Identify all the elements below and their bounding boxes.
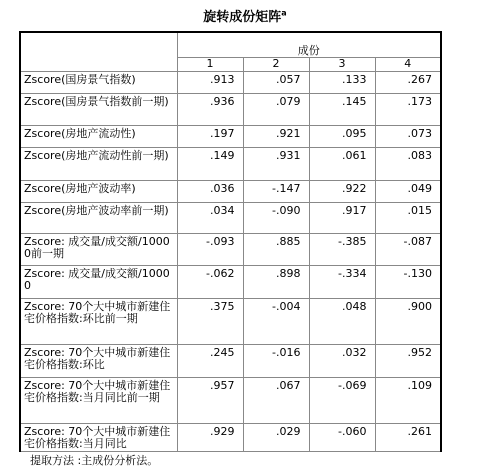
- table-row: [20, 266, 441, 299]
- table-row: [20, 424, 441, 452]
- value-cell: .173: [375, 94, 441, 126]
- value-cell: -.093: [177, 234, 243, 266]
- row-label: Zscore(房地产波动率): [20, 181, 177, 203]
- column-header: 4: [375, 58, 441, 72]
- value-cell: .061: [309, 148, 375, 181]
- table-row: [20, 203, 441, 234]
- value-cell: .083: [375, 148, 441, 181]
- value-cell: .922: [309, 181, 375, 203]
- value-cell: -.334: [309, 266, 375, 299]
- value-cell: .957: [177, 378, 243, 424]
- value-cell: -.062: [177, 266, 243, 299]
- value-cell: .149: [177, 148, 243, 181]
- table-row: [20, 234, 441, 266]
- title-footnote-marker: a: [281, 8, 287, 18]
- value-cell: .067: [243, 378, 309, 424]
- value-cell: -.060: [309, 424, 375, 452]
- value-cell: .133: [309, 72, 375, 94]
- footnote: 提取方法 :主成份分析法。: [30, 454, 159, 467]
- value-cell: .885: [243, 234, 309, 266]
- table-row: [20, 299, 441, 345]
- value-cell: .079: [243, 94, 309, 126]
- value-cell: -.069: [309, 378, 375, 424]
- table-row: [20, 72, 441, 94]
- value-cell: .900: [375, 299, 441, 345]
- value-cell: .936: [177, 94, 243, 126]
- row-label: Zscore: 70个大中城市新建住宅价格指数:当月同比前一期: [20, 378, 177, 424]
- row-label: Zscore(房地产波动率前一期): [20, 203, 177, 234]
- value-cell: .073: [375, 126, 441, 148]
- table-row: [20, 378, 441, 424]
- value-cell: .917: [309, 203, 375, 234]
- value-cell: -.130: [375, 266, 441, 299]
- value-cell: .913: [177, 72, 243, 94]
- column-header: 3: [309, 58, 375, 72]
- row-label: Zscore: 成交量/成交额/10000前一期: [20, 234, 177, 266]
- row-label: Zscore: 成交量/成交额/10000: [20, 266, 177, 299]
- table-title: 旋转成份矩阵$^a$: [203, 8, 287, 25]
- table-body: [20, 72, 441, 452]
- component-header: 成份: [177, 32, 441, 58]
- value-cell: .032: [309, 345, 375, 378]
- row-label: Zscore(国房景气指数前一期): [20, 94, 177, 126]
- value-cell: .095: [309, 126, 375, 148]
- value-cell: .929: [177, 424, 243, 452]
- table-row: [20, 126, 441, 148]
- row-label: Zscore(国房景气指数): [20, 72, 177, 94]
- value-cell: -.004: [243, 299, 309, 345]
- value-cell: .057: [243, 72, 309, 94]
- row-label: Zscore: 70个大中城市新建住宅价格指数:环比前一期: [20, 299, 177, 345]
- column-header: 2: [243, 58, 309, 72]
- value-cell: .267: [375, 72, 441, 94]
- value-cell: .197: [177, 126, 243, 148]
- value-cell: .375: [177, 299, 243, 345]
- value-cell: .034: [177, 203, 243, 234]
- value-cell: .048: [309, 299, 375, 345]
- value-cell: .029: [243, 424, 309, 452]
- rotated-component-matrix: [19, 31, 442, 452]
- table-row: [20, 148, 441, 181]
- value-cell: -.090: [243, 203, 309, 234]
- value-cell: .036: [177, 181, 243, 203]
- value-cell: .015: [375, 203, 441, 234]
- column-header: 1: [177, 58, 243, 72]
- row-label: Zscore: 70个大中城市新建住宅价格指数:当月同比: [20, 424, 177, 452]
- value-cell: .898: [243, 266, 309, 299]
- value-cell: .049: [375, 181, 441, 203]
- table-row: [20, 345, 441, 378]
- value-cell: -.087: [375, 234, 441, 266]
- corner-cell: [20, 32, 177, 72]
- value-cell: .921: [243, 126, 309, 148]
- value-cell: -.147: [243, 181, 309, 203]
- row-label: Zscore(房地产流动性前一期): [20, 148, 177, 181]
- table-row: [20, 94, 441, 126]
- value-cell: .145: [309, 94, 375, 126]
- table-row: [20, 181, 441, 203]
- value-cell: .952: [375, 345, 441, 378]
- value-cell: -.385: [309, 234, 375, 266]
- value-cell: .931: [243, 148, 309, 181]
- row-label: Zscore: 70个大中城市新建住宅价格指数:环比: [20, 345, 177, 378]
- value-cell: .261: [375, 424, 441, 452]
- value-cell: .245: [177, 345, 243, 378]
- value-cell: -.016: [243, 345, 309, 378]
- row-label: Zscore(房地产流动性): [20, 126, 177, 148]
- value-cell: .109: [375, 378, 441, 424]
